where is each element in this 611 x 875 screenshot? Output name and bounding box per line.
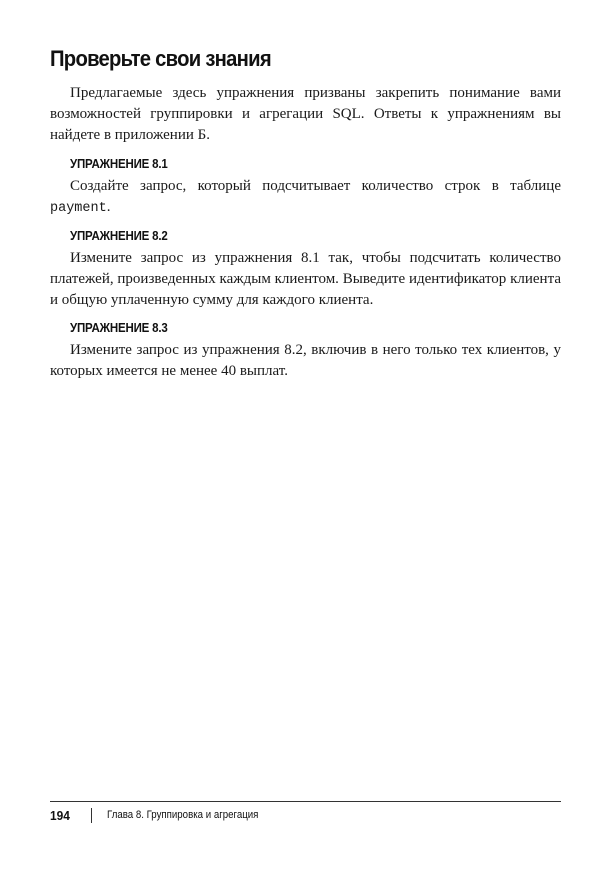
footer-divider xyxy=(50,801,561,802)
exercise-8-2-title: УПРАЖНЕНИЕ 8.2 xyxy=(70,229,168,243)
intro-paragraph: Предлагаемые здесь упражнения призваны закрепить понимание вами возможностей группировки и агрегации SQL. Ответы к упражнениям вы найдете в приложении Б. xyxy=(50,85,561,143)
book-page xyxy=(50,0,561,875)
exercise-8-1-text-after: . xyxy=(106,199,111,215)
exercise-8-1-title: УПРАЖНЕНИЕ 8.1 xyxy=(70,157,168,171)
page-number: 194 xyxy=(50,808,70,823)
exercise-8-3-title: УПРАЖНЕНИЕ 8.3 xyxy=(70,321,168,335)
exercise-8-1-text-before: Создайте запрос, который подсчитывает количество строк в таблице xyxy=(70,178,561,194)
exercise-8-2-text: Измените запрос из упражнения 8.1 так, чтобы подсчитать количество платежей, произведенных каждым клиентом. Выведите идентификатор клиента и общую уплаченную сумму для каждого клиента. xyxy=(50,250,561,308)
exercise-8-3-text: Измените запрос из упражнения 8.2, включив в него только тех клиентов, у которых имеется не менее 40 выплат. xyxy=(50,342,561,379)
running-chapter-title: Глава 8. Группировка и агрегация xyxy=(107,809,259,821)
table-name-code: payment xyxy=(50,201,107,216)
exercise-8-1-text xyxy=(50,176,561,219)
page-footer xyxy=(50,807,561,827)
section-heading: Проверьте свои знания xyxy=(50,46,271,71)
footer-separator xyxy=(91,808,92,823)
